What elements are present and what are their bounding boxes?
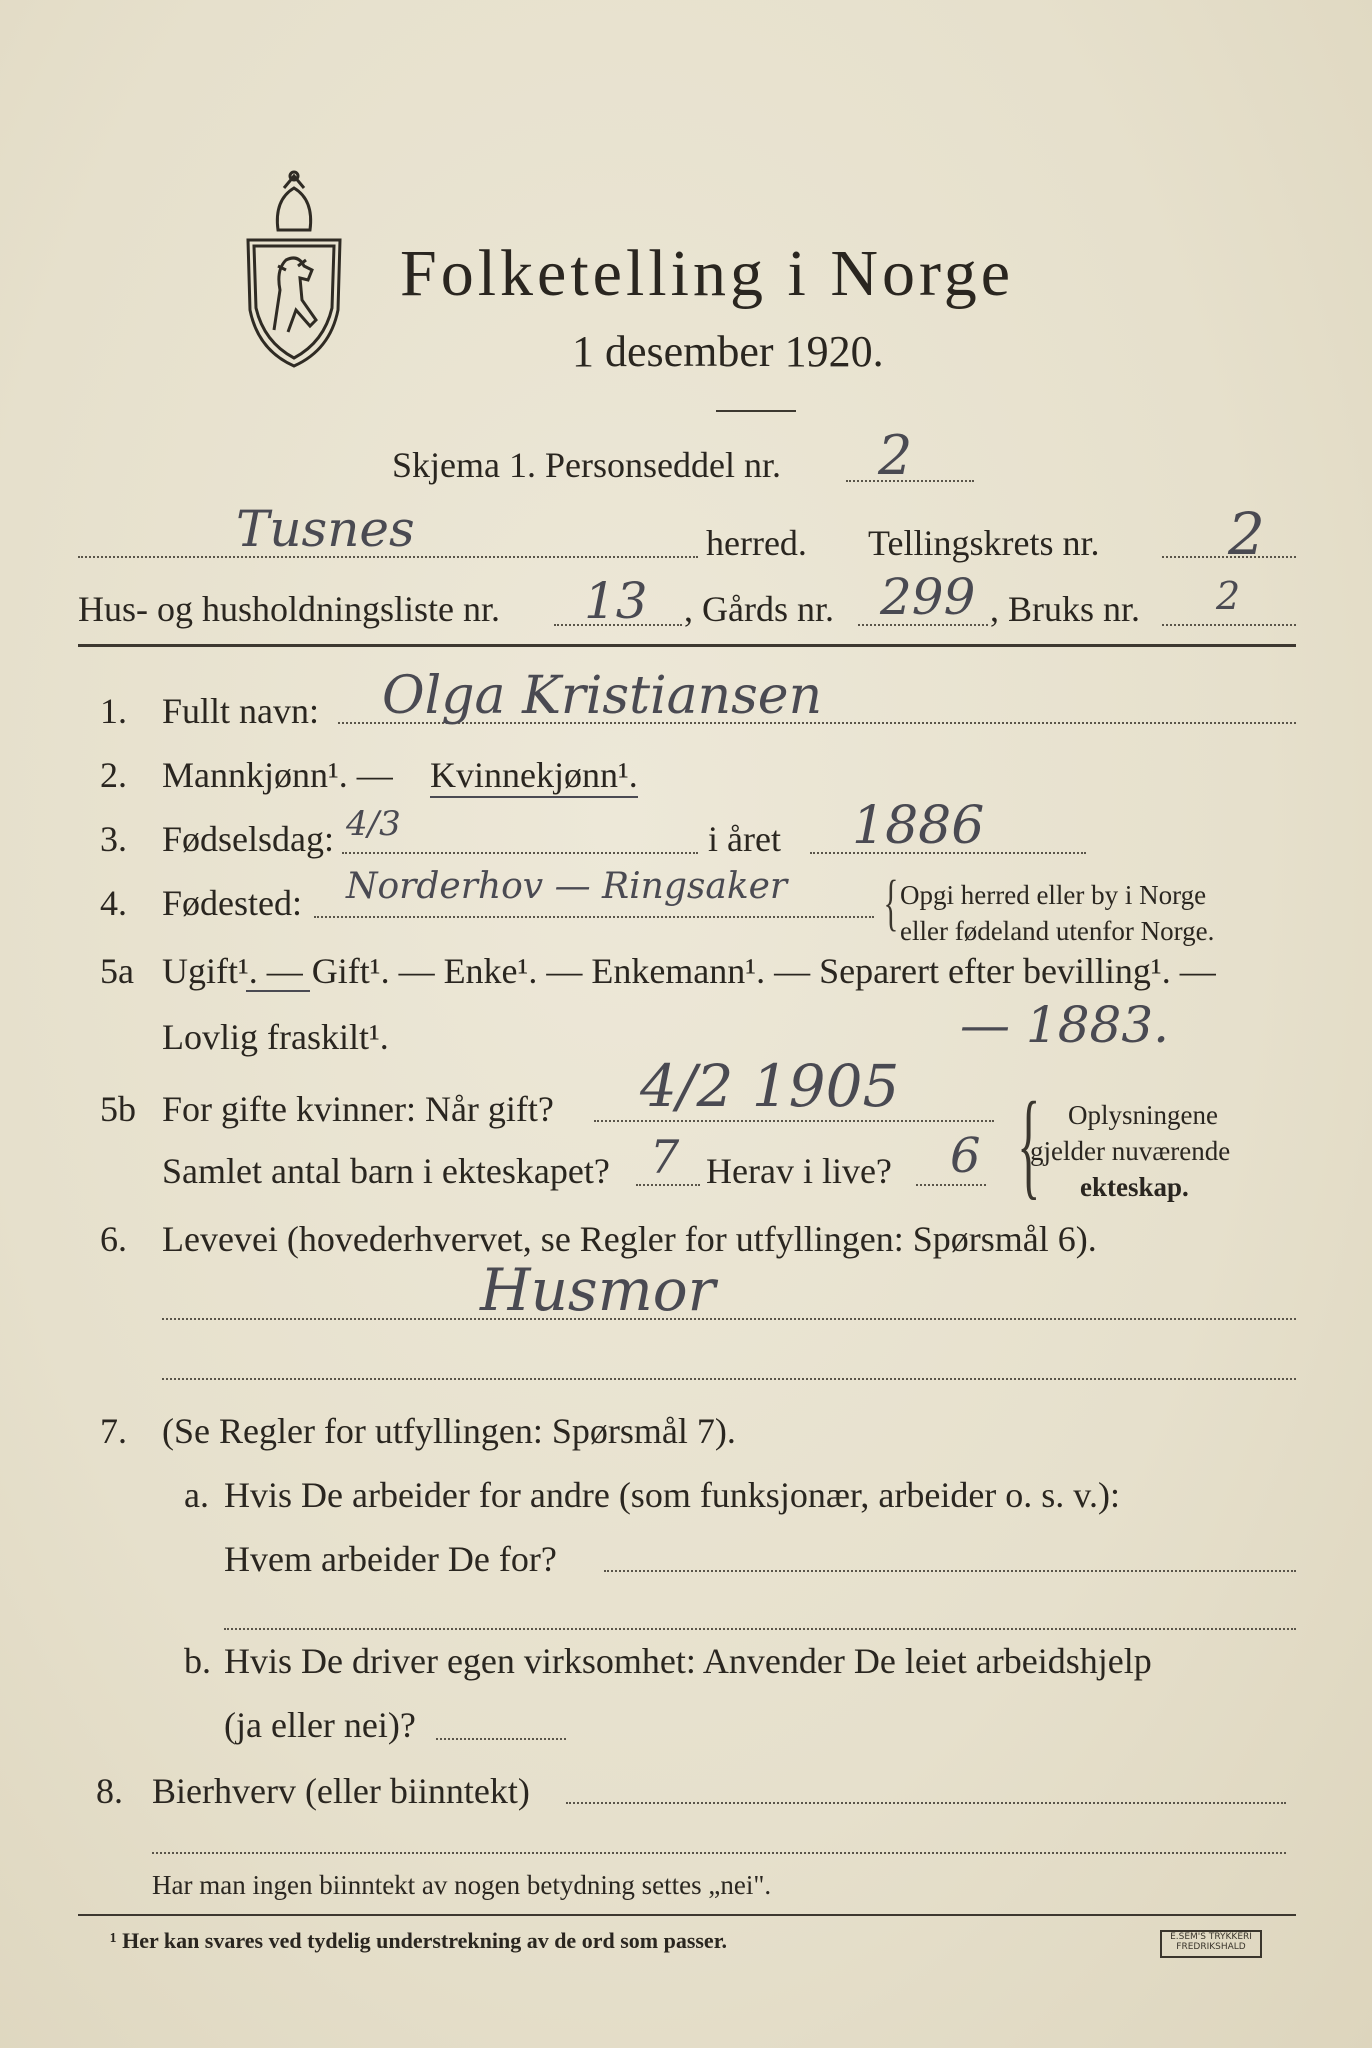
birthday-line	[342, 852, 698, 854]
q7a-question: Hvis De arbeider for andre (som funksjonær, arbeider o. s. v.):	[224, 1475, 1120, 1515]
header-rule	[78, 644, 1296, 647]
q4-label: Fødested:	[162, 883, 302, 923]
q8-label: Bierhverv (eller biinntekt)	[152, 1771, 530, 1811]
marital-status-options[interactable]: Ugift¹. — Gift¹. — Enke¹. — Enkemann¹. — Separert efter bevilling¹. —	[162, 951, 1216, 991]
gender-female-option[interactable]: Kvinnekjønn¹.	[430, 754, 638, 798]
q4-note-1: Opgi herred eller by i Norge	[900, 880, 1207, 910]
gender-male-option[interactable]: Mannkjønn¹. —	[162, 755, 393, 795]
hus-value[interactable]: 13	[584, 572, 648, 630]
q4-note-2: eller fødeland utenfor Norge.	[900, 916, 1215, 946]
tellingskrets-label: Tellingskrets nr.	[868, 523, 1100, 563]
q2-number: 2.	[100, 755, 127, 795]
side-income-line-2[interactable]	[152, 1852, 1286, 1854]
printer-stamp-line-1: E.SEM'S TRYKKERI	[1170, 1932, 1252, 1942]
bruks-value[interactable]: 2	[1216, 574, 1241, 618]
married-date-value[interactable]: 4/2 1905	[640, 1052, 900, 1120]
hired-help-line[interactable]	[436, 1738, 566, 1740]
employer-line[interactable]	[604, 1570, 1296, 1572]
alive-label: Herav i live?	[706, 1151, 892, 1191]
marital-status-divorced[interactable]: Lovlig fraskilt¹.	[162, 1017, 389, 1057]
q4-number: 4.	[100, 883, 127, 923]
q5b-number: 5b	[100, 1089, 136, 1129]
footer-rule	[78, 1914, 1296, 1916]
q7a-employer-label: Hvem arbeider De for?	[224, 1539, 557, 1579]
q1-number: 1.	[100, 691, 127, 731]
q3-label: Fødselsdag:	[162, 819, 335, 859]
birthplace-value[interactable]: Norderhov — Ringsaker	[346, 866, 788, 907]
gards-value[interactable]: 299	[880, 568, 976, 626]
q5a-handwritten-note[interactable]: — 1883.	[960, 996, 1170, 1054]
q7-number: 7.	[100, 1411, 127, 1451]
alive-line	[916, 1184, 986, 1186]
occupation-line-1	[162, 1318, 1296, 1320]
side-income-note: Har man ingen biinntekt av nogen betydning settes „nei".	[152, 1870, 772, 1900]
alive-value[interactable]: 6	[950, 1128, 981, 1184]
coat-of-arms-icon	[238, 170, 350, 370]
q7b-letter: b.	[184, 1641, 211, 1681]
occupation-line-2	[162, 1378, 1296, 1380]
form-title: Folketelling i Norge	[400, 237, 1015, 310]
q5a-number: 5a	[100, 951, 134, 991]
personseddel-value[interactable]: 2	[878, 424, 913, 487]
q1-label: Fullt navn:	[162, 691, 320, 731]
q7b-yesno-label: (ja eller nei)?	[224, 1705, 416, 1745]
herred-value[interactable]: Tusnes	[236, 500, 415, 558]
q6-label: Levevei (hovederhvervet, se Regler for utfyllingen: Spørsmål 6).	[162, 1219, 1097, 1259]
q3-number: 3.	[100, 819, 127, 859]
title-divider	[716, 410, 796, 412]
hus-label: Hus- og husholdningsliste nr.	[78, 589, 501, 629]
skjema-label: Skjema 1. Personseddel nr.	[392, 445, 781, 485]
gards-label: , Gårds nr.	[684, 589, 834, 629]
q5b-label: For gifte kvinner: Når gift?	[162, 1089, 554, 1129]
side-income-line[interactable]	[566, 1802, 1286, 1804]
q8-number: 8.	[96, 1771, 123, 1811]
full-name-value[interactable]: Olga Kristiansen	[382, 666, 823, 726]
footnote: ¹ Her kan svares ved tydelig understrekning av de ord som passer.	[110, 1928, 727, 1953]
children-line	[636, 1184, 700, 1186]
q3-year-label: i året	[708, 819, 781, 859]
q7a-letter: a.	[184, 1475, 209, 1515]
q5b-note-2: gjelder nuværende	[1030, 1136, 1231, 1166]
birthplace-line	[314, 916, 874, 918]
herred-label: herred.	[706, 523, 807, 563]
occupation-value[interactable]: Husmor	[480, 1256, 716, 1324]
q7b-question: Hvis De driver egen virksomhet: Anvender De leiet arbeidshjelp	[224, 1641, 1152, 1681]
q7-label: (Se Regler for utfyllingen: Spørsmål 7).	[162, 1411, 736, 1451]
q5b-note-1: Oplysningene	[1068, 1100, 1218, 1130]
printer-stamp	[1160, 1930, 1262, 1958]
birth-year-value[interactable]: 1886	[852, 796, 985, 856]
gift-underline	[246, 990, 310, 992]
bruks-line	[1162, 624, 1296, 626]
children-label: Samlet antal barn i ekteskapet?	[162, 1151, 610, 1191]
q5b-note-3: ekteskap.	[1080, 1172, 1189, 1202]
bruks-label: , Bruks nr.	[990, 589, 1141, 629]
birthday-value[interactable]: 4/3	[346, 804, 401, 844]
q4-brace: {	[883, 869, 899, 937]
employer-line-2[interactable]	[224, 1628, 1296, 1630]
q5b-brace: {	[1017, 1077, 1041, 1210]
tellingskrets-value[interactable]: 2	[1228, 500, 1265, 568]
children-value[interactable]: 7	[650, 1130, 680, 1184]
printer-stamp-line-2: FREDRIKSHALD	[1176, 1942, 1246, 1952]
q6-number: 6.	[100, 1219, 127, 1259]
married-date-line	[594, 1120, 994, 1122]
census-date: 1 desember 1920.	[572, 327, 884, 376]
